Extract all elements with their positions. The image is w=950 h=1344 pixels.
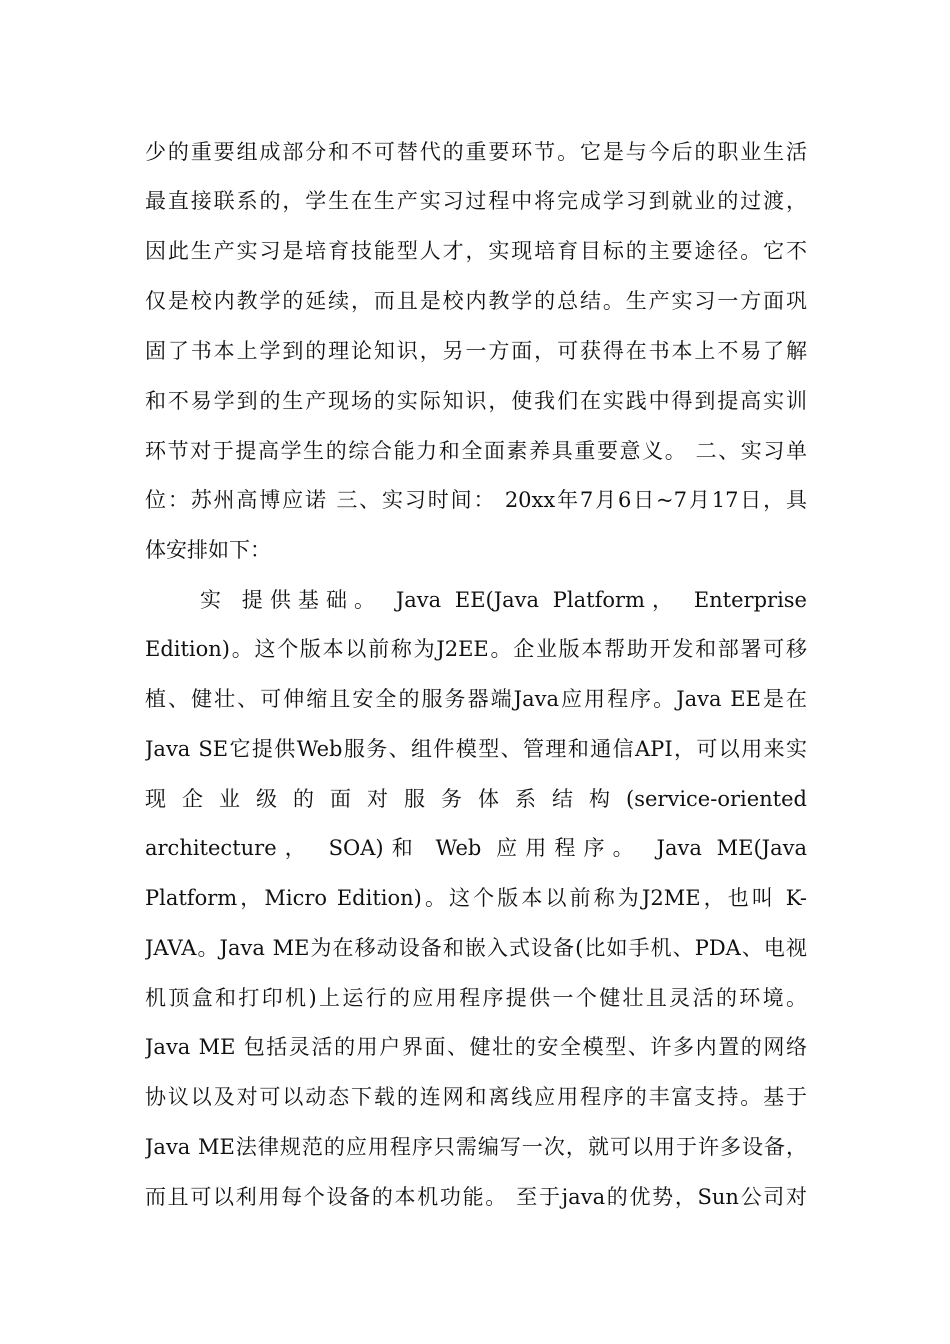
text-line: 仅是校内教学的延续，而且是校内教学的总结。生产实习一方面巩 xyxy=(145,289,807,313)
text-line: 固了书本上学到的理论知识，另一方面，可获得在书本上不易了解 xyxy=(145,339,807,363)
text-line: 最直接联系的，学生在生产实习过程中将完成学习到就业的过渡， xyxy=(145,189,807,213)
text-line: 现 企 业 级 的 面 对 服 务 体 系 结 构 (service-oriented xyxy=(145,787,807,811)
text-line: 植、健壮、可伸缩且安全的服务器端Java应用程序。Java EE是在 xyxy=(145,687,807,711)
text-line: 机顶盒和打印机)上运行的应用程序提供一个健壮且灵活的环境。 xyxy=(145,986,807,1010)
text-line: 环节对于提高学生的综合能力和全面素养具重要意义。 二、实习单 xyxy=(145,439,807,463)
text-line: Java ME法律规范的应用程序只需编写一次，就可以用于许多设备， xyxy=(145,1135,807,1159)
text-line: 体安排如下： xyxy=(145,538,271,562)
text-line: Java SE它提供Web服务、组件模型、管理和通信API，可以用来实 xyxy=(145,737,807,761)
text-line: 位：苏州高博应诺 三、实习时间： 20xx年7月6日~7月17日，具 xyxy=(145,488,807,512)
text-line: 而且可以利用每个设备的本机功能。 至于java的优势，Sun公司对 xyxy=(145,1185,807,1209)
text-line: Platform，Micro Edition)。这个版本以前称为J2ME，也叫 K- xyxy=(145,886,807,910)
text-line: 协议以及对可以动态下载的连网和离线应用程序的丰富支持。基于 xyxy=(145,1085,807,1109)
text-line: 因此生产实习是培育技能型人才，实现培育目标的主要途径。它不 xyxy=(145,239,807,263)
text-line: JAVA。Java ME为在移动设备和嵌入式设备(比如手机、PDA、电视 xyxy=(145,936,807,960)
text-line: Edition)。这个版本以前称为J2EE。企业版本帮助开发和部署可移 xyxy=(145,637,807,661)
text-line: architecture， SOA)和 Web 应用程序。 Java ME(Java xyxy=(145,836,807,860)
text-line: Java ME 包括灵活的用户界面、健壮的安全模型、许多内置的网络 xyxy=(145,1035,807,1059)
text-line: 实 提供基础。 Java EE(Java Platform， Enterprise xyxy=(200,588,807,612)
text-line: 少的重要组成部分和不可替代的重要环节。它是与今后的职业生活 xyxy=(145,140,807,164)
text-line: 和不易学到的生产现场的实际知识，使我们在实践中得到提高实训 xyxy=(145,389,807,413)
